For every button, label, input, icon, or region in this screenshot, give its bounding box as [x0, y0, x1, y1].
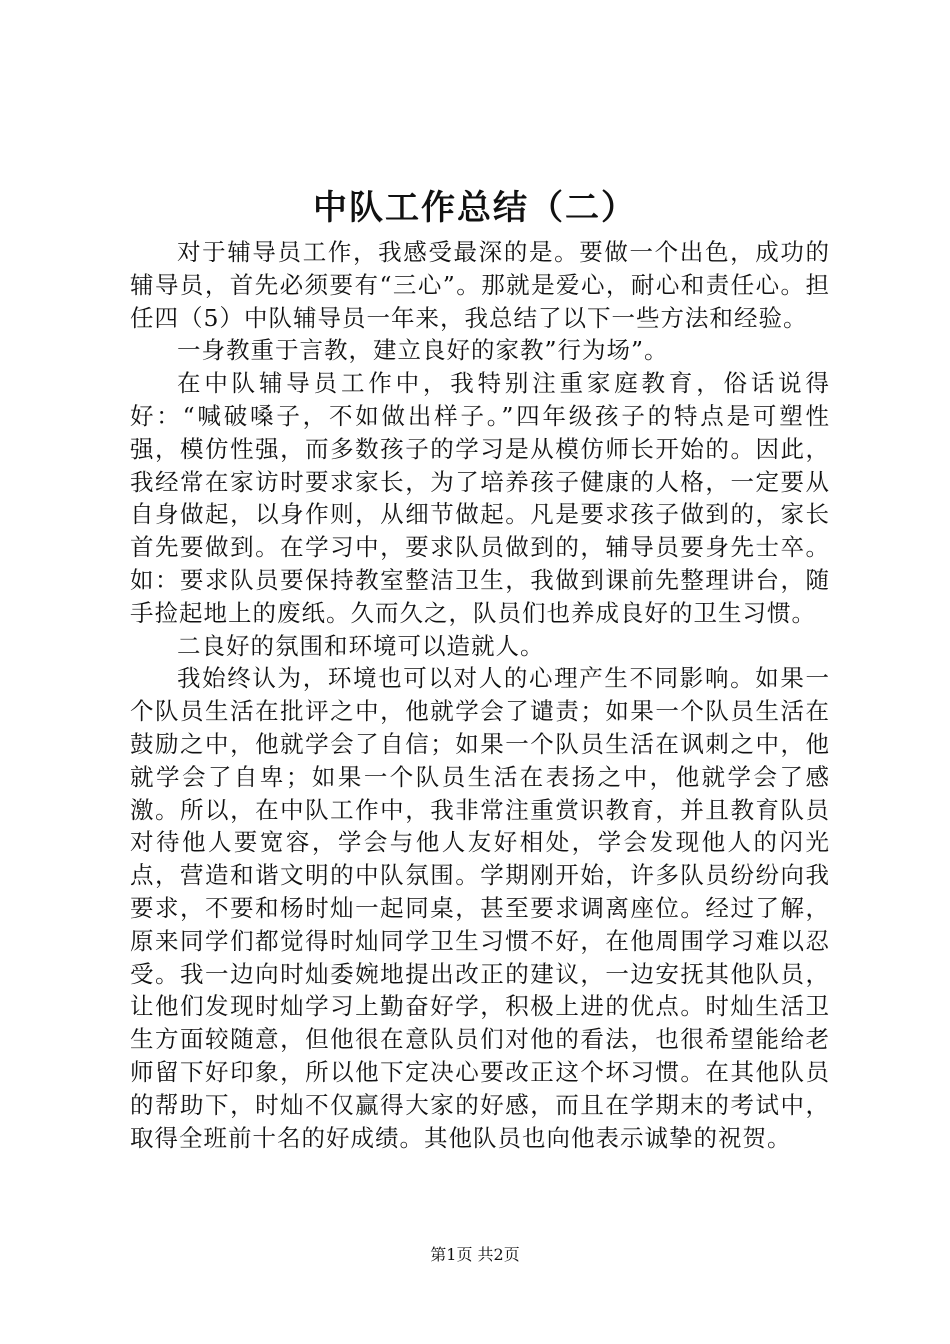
document-body: [130, 236, 830, 1154]
document-title: 中队工作总结（二）: [313, 188, 637, 228]
paragraph-intro: 对于辅导员工作，我感受最深的是。要做一个出色，成功的辅导员，首先必须要有“三心”。那就是爱心，耐心和责任心。担任四（5）中队辅导员一年来，我总结了以下一些方法和经验。: [130, 238, 830, 332]
paragraph-environment: 我始终认为，环境也可以对人的心理产生不同影响。如果一个队员生活在批评之中，他就学会了谴责；如果一个队员生活在鼓励之中，他就学会了自信；如果一个队员生活在讽刺之中，他就学会了自卑；如果一个队员生活在表扬之中，他就学会了感激。所以，在中队工作中，我非常注重赏识教育，并且教育队员对待他人要宽容，学会与他人友好相处，学会发现他人的闪光点，营造和谐文明的中队氛围。学期刚开始，许多队员纷纷向我要求，不要和杨时灿一起同桌，甚至要求调离座位。经过了解，原来同学们都觉得时灿同学卫生习惯不好，在他周围学习难以忍受。我一边向时灿委婉地提出改正的建议，一边安抚其他队员，让他们发现时灿学习上勤奋好学，积极上进的优点。时灿生活卫生方面较随意，但他很在意队员们对他的看法，也很希望能给老师留下好印象，所以他下定决心要改正这个坏习惯。在其他队员的帮助下，时灿不仅赢得大家的好感，而且在学期末的考试中，取得全班前十名的好成绩。其他队员也向他表示诚挚的祝贺。: [130, 664, 830, 1152]
section-heading-1: 一身教重于言教，建立良好的家教”行为场”。: [177, 336, 669, 365]
section-heading-2: 二良好的氛围和环境可以造就人。: [177, 631, 545, 660]
paragraph-family-education: 在中队辅导员工作中，我特别注重家庭教育，俗话说得好：“喊破嗓子，不如做出样子。”四年级孩子的特点是可塑性强，模仿性强，而多数孩子的学习是从模仿师长开始的。因此，我经常在家访时要求家长，为了培养孩子健康的人格，一定要从自身做起，以身作则，从细节做起。凡是要求孩子做到的，家长首先要做到。在学习中，要求队员做到的，辅导员要身先士卒。如：要求队员要保持教室整洁卫生，我做到课前先整理讲台，随手捡起地上的废纸。久而久之，队员们也养成良好的卫生习惯。: [130, 369, 830, 627]
page-number: 第1页 共2页: [430, 1245, 520, 1264]
